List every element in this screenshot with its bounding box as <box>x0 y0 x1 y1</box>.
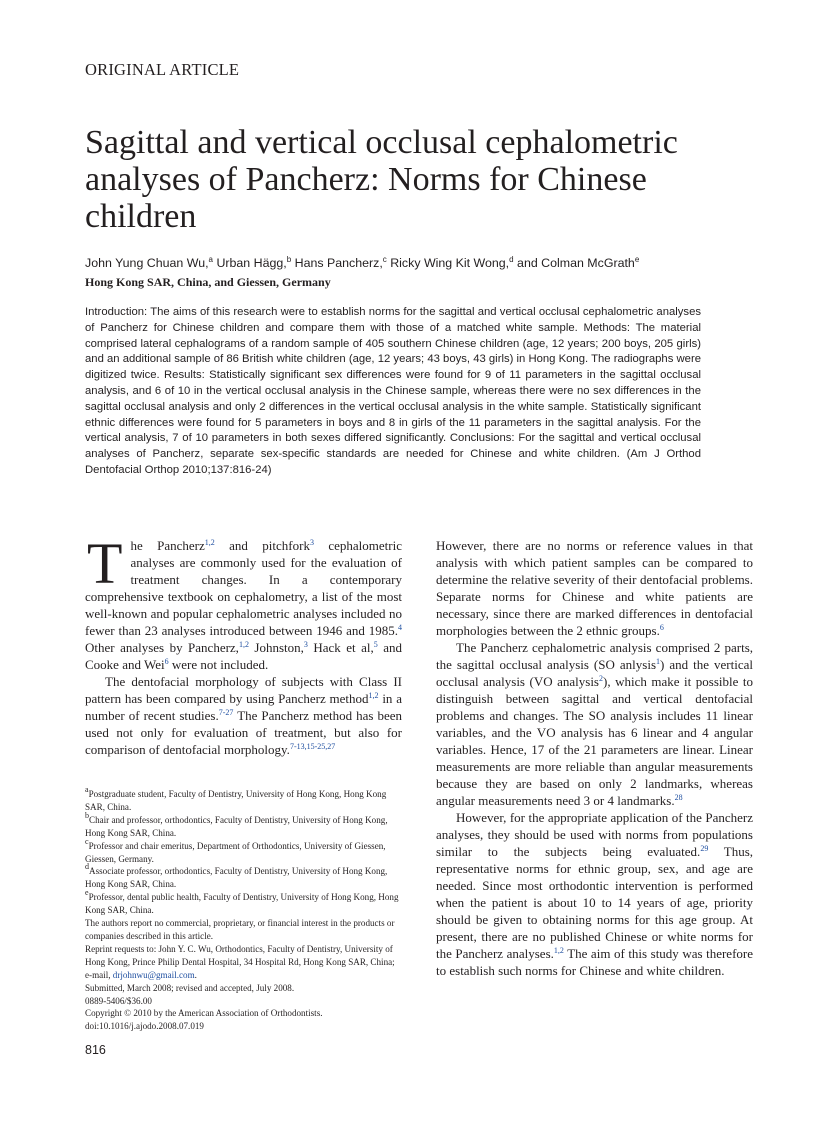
citation-link[interactable]: 3 <box>303 640 308 649</box>
citation-link[interactable]: 1,2 <box>553 946 564 955</box>
author-name: John Yung Chuan Wu, <box>85 256 209 270</box>
affiliation-mark: c <box>382 255 387 264</box>
footnote-mark: a <box>85 785 89 794</box>
footnote-mark: c <box>85 836 89 846</box>
body-paragraph <box>85 673 402 758</box>
copyright: Copyright © 2010 by the American Association of Orthodontists. <box>85 1008 323 1019</box>
affiliation-location: Hong Kong SAR, China, and Giessen, Germany <box>85 275 331 289</box>
citation-link[interactable]: 6 <box>659 623 664 632</box>
text-run: he Pancherz <box>130 538 205 553</box>
footnote-c <box>85 836 402 866</box>
affiliation-mark: a <box>208 255 213 264</box>
citation-link[interactable]: 6 <box>164 657 169 666</box>
citation-link[interactable]: 1,2 <box>204 538 215 547</box>
text-run: in a number of recent studies. <box>85 691 402 723</box>
citation-link[interactable]: 29 <box>700 844 709 853</box>
text-run: cephalometric analyses are commonly used for the evaluation of treatment changes. In a contemporary comprehensive textbook on cephalometry, a list of the most well-known and popular cephalometric analyses included no fewer than 23 analyses introduced between 1946 and 1985. <box>85 538 402 638</box>
text-run: and pitchfork <box>214 538 310 553</box>
body-paragraph <box>436 639 753 809</box>
reprint-text-end: . <box>194 969 197 980</box>
footnote-mark: e <box>85 888 89 898</box>
article-title: Sagittal and vertical occlusal cephalometric analyses of Pancherz: Norms for Chinese children <box>85 124 678 235</box>
body-column-left <box>85 531 403 758</box>
text-run: Hack et al, <box>307 640 374 655</box>
author-name: Hans Pancherz, <box>294 256 383 270</box>
affiliation-mark: b <box>286 255 292 264</box>
citation-link[interactable]: 2 <box>599 674 603 683</box>
drop-cap: T <box>87 531 123 596</box>
affiliation-mark: d <box>509 255 514 264</box>
doi: doi:10.1016/j.ajodo.2008.07.019 <box>85 1021 204 1032</box>
reprint-note <box>85 943 402 982</box>
footnote-mark: b <box>85 810 89 820</box>
submission-dates: Submitted, March 2008; revised and accepted, July 2008. <box>85 982 295 993</box>
footnote-text: Chair and professor, orthodontics, Faculty of Dentistry, University of Hong Kong, Hong Kong SAR, China. <box>85 814 388 838</box>
footnotes <box>85 785 402 1033</box>
footnote-b <box>85 810 402 840</box>
author-list <box>85 256 765 270</box>
text-run: Thus, representative norms for ethnic group, sex, and age are needed. Since most orthodontic intervention is performed when the patient is about 10 to 14 years of age, priority should be given to obtaining norms for this age group. At present, there are no published Chinese or white norms for the Pancherz analyses. <box>436 844 754 961</box>
text-run: However, for the appropriate application of the Pancherz analyses, they should be used with norms from populations similar to the subjects being evaluated. <box>436 810 753 859</box>
author-name: Urban Hägg, <box>216 256 287 270</box>
body-paragraph <box>85 531 402 673</box>
text-run: The Pancherz method has been used not only for evaluation of treatment, but also for comparison of dentofacial morphology. <box>85 708 403 757</box>
citation-link[interactable]: 7-27 <box>218 708 234 717</box>
citation-link[interactable]: 1 <box>656 657 661 666</box>
disclosure-note: The authors report no commercial, proprietary, or financial interest in the products or companies described in this article. <box>85 918 395 941</box>
citation-link[interactable]: 3 <box>309 538 314 547</box>
footnote-mark: d <box>85 862 89 872</box>
footnote-text: Professor and chair emeritus, Department of Orthodontics, University of Giessen, Giessen, Germany. <box>85 840 386 864</box>
body-paragraph <box>436 537 753 639</box>
author-name: Ricky Wing Kit Wong, <box>390 256 510 270</box>
citation-link[interactable]: 1,2 <box>368 691 379 700</box>
abstract: Introduction: The aims of this research were to establish norms for the sagittal and vertical occlusal cephalometric analyses of Pancherz for Chinese children and compare them with those of a matched white sample. Methods: The material comprised lateral cephalograms of a random sample of 405 southern Chinese children (age, 12 years; 200 boys, 205 girls) and an additional sample of 86 British white children (age, 12 years; 43 boys, 43 girls) in Hong Kong. The radiographs were digitized twice. Results: Statistically significant sex differences were found for 9 of 11 parameters in the sagittal occlusal analysis, and 6 of 10 in the vertical occlusal analysis in the Chinese sample, whereas there were no sex differences in the sagittal occlusal analysis and only 2 differences in the vertical occlusal analysis in the white sample. Statistically significant ethnic differences were found for 5 parameters in boys and 8 in girls of the 11 parameters in the sagittal analysis. For the vertical analysis, 7 of 10 parameters in both sexes differed significantly. Conclusions: For the sagittal and vertical occlusal analyses of Pancherz, separate sex-specific standards are needed for Chinese and white children. (Am J Orthod Dentofacial Orthop 2010;137:816-24) <box>85 306 701 476</box>
section-label: ORIGINAL ARTICLE <box>85 60 240 79</box>
citation-link[interactable]: 4 <box>398 623 402 632</box>
citation-link[interactable]: 5 <box>373 640 378 649</box>
issn: 0889-5406/$36.00 <box>85 995 152 1006</box>
text-run: The aim of this study was therefore to establish such norms for Chinese and white children. <box>436 946 754 978</box>
footnote-d <box>85 862 402 891</box>
author-name: and Colman McGrath <box>517 256 635 270</box>
text-run: The Pancherz cephalometric analysis comprised 2 parts, the sagittal occlusal analysis (SO anlysis <box>436 640 753 672</box>
page-number: 816 <box>85 1043 106 1057</box>
text-run: were not included. <box>168 657 269 672</box>
citation-link[interactable]: 7-13,15-25,27 <box>289 742 336 751</box>
footnote-a <box>85 785 402 814</box>
text-run: The dentofacial morphology of subjects with Class II pattern has been compared by using Pancherz method <box>85 674 402 706</box>
text-run: ), which make it possible to distinguish between sagittal and vertical dentofacial problems and changes. The SO analysis includes 11 linear variables, and the VO analysis has 6 linear and 4 angular variables. Hence, 17 of the 21 parameters are linear. Linear measurements are more reliable than angular measurements because they are based on only 2 landmarks, whereas angular measurements need 3 or 4 landmarks. <box>436 674 753 808</box>
text-run: However, there are no norms or reference values in that analysis with which patient samples can be compared to determine the relative severity of their dentofacial problems. Separate norms for Chinese and white patients are necessary, since there are marked differences in dentofacial morphologies between the 2 ethnic groups. <box>436 538 753 638</box>
reprint-text: Reprint requests to: John Y. C. Wu, Orthodontics, Faculty of Dentistry, University of Hong Kong, Prince Philip Dental Hospital, 34 Hospital Rd, Hong Kong SAR, China; e-mail, <box>85 943 395 980</box>
text-run: Johnston, <box>248 640 304 655</box>
text-run: ) and the vertical occlusal analysis (VO analysis <box>436 657 753 689</box>
body-paragraph <box>436 809 753 979</box>
text-run: Other analyses by Pancherz, <box>85 640 239 655</box>
body-column-right <box>436 537 753 979</box>
footnote-text: Postgraduate student, Faculty of Dentistry, University of Hong Kong, Hong Kong SAR, China. <box>85 789 387 812</box>
footnote-e <box>85 888 402 917</box>
email-link[interactable]: drjohnwu@gmail.com <box>112 969 195 980</box>
citation-link[interactable]: 28 <box>674 793 683 802</box>
text-run: and Cooke and Wei <box>85 640 402 672</box>
footnote-text: Professor, dental public health, Faculty of Dentistry, University of Hong Kong, Hong Kong SAR, China. <box>85 892 399 916</box>
footnote-text: Associate professor, orthodontics, Faculty of Dentistry, University of Hong Kong, Hong Kong SAR, China. <box>85 866 388 890</box>
citation-link[interactable]: 1,2 <box>238 640 249 649</box>
affiliation-mark: e <box>634 255 640 264</box>
